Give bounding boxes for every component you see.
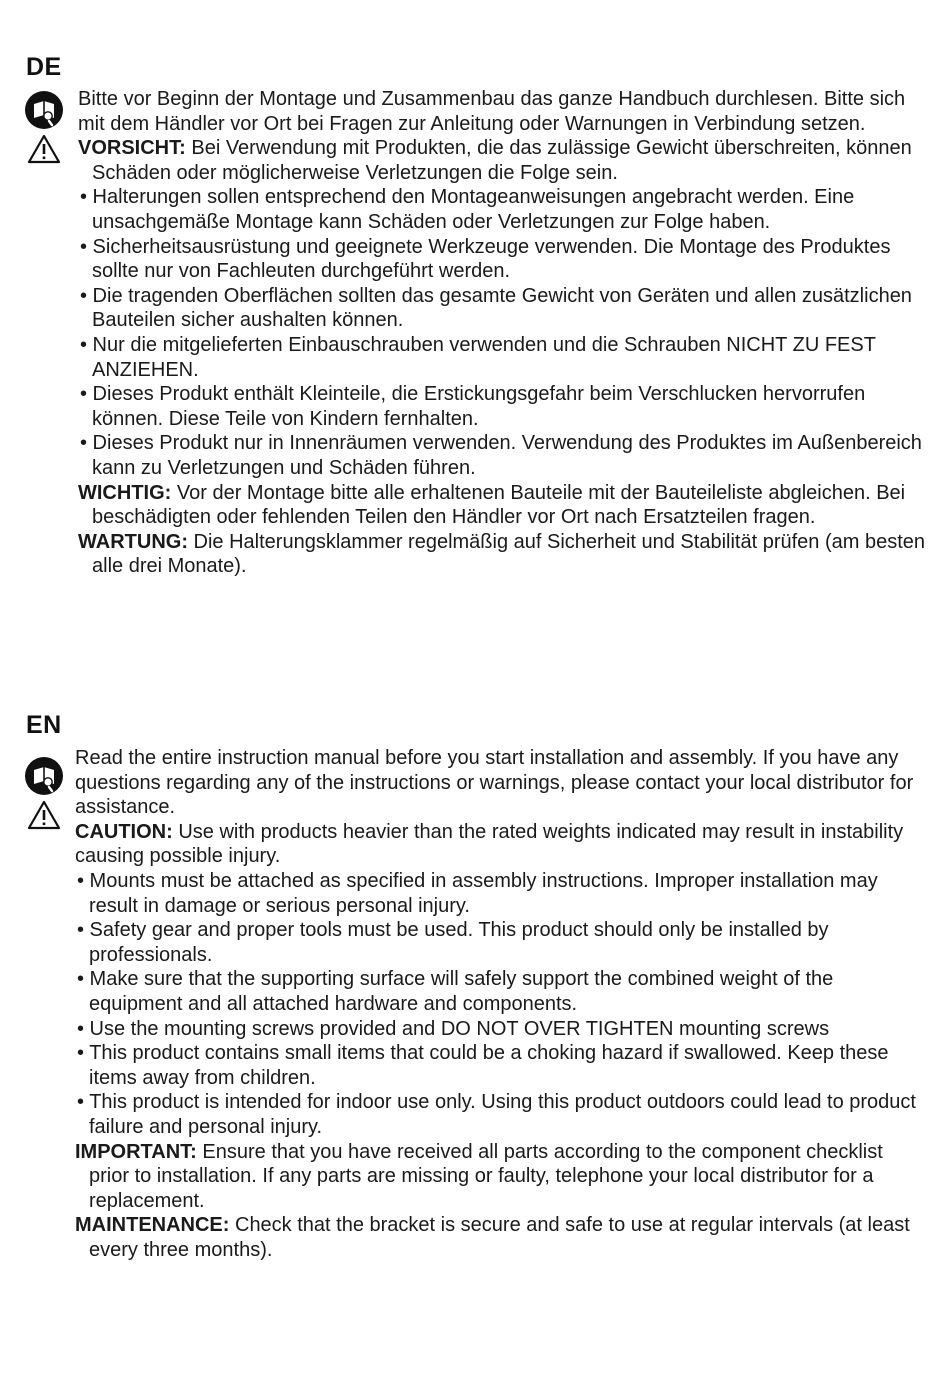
warning-icon xyxy=(27,134,61,164)
bullet-item-en: • Use the mounting screws provided and DO NOT OVER TIGHTEN mounting screws xyxy=(77,1017,830,1040)
important-en xyxy=(75,1140,926,1214)
bullet-item-de: • Die tragenden Oberflächen sollten das gesamte Gewicht von Geräten und allen zusätzlichen Bauteilen sicher aushalten können. xyxy=(80,284,912,332)
intro-text-en: Read the entire instruction manual before you start installation and assembly. If you have any questions regarding any of the instructions or warnings, please contact your local distributor for assistance. xyxy=(75,747,914,819)
bullet-item-en: • This product contains small items that could be a choking hazard if swallowed. Keep these items away from children. xyxy=(77,1042,889,1089)
maintenance-en xyxy=(75,1213,926,1262)
bullet-item-en: • Make sure that the supporting surface will safely support the combined weight of the equipment and all attached hardware and components. xyxy=(77,968,834,1015)
bullet-item-en: • This product is intended for indoor use only. Using this product outdoors could lead to product failure and personal injury. xyxy=(77,1091,916,1138)
bullet-item-de: • Sicherheitsausrüstung und geeignete Werkzeuge verwenden. Die Montage des Produktes sollte nur von Fachleuten durchgeführt werden. xyxy=(80,235,891,283)
bullet-item-de: • Halterungen sollen entsprechend den Montageanweisungen angebracht werden. Eine unsachgemäße Montage kann Schäden oder Verletzungen zur Folge haben. xyxy=(80,186,855,233)
bullet-item-de: • Dieses Produkt enthält Kleinteile, die Erstickungsgefahr beim Verschlucken hervorrufen können. Diese Teile von Kindern fernhalten. xyxy=(80,383,866,430)
important-label-de: WICHTIG: xyxy=(78,481,172,504)
maintenance-text-de: Die Halterungsklammer regelmäßig auf Sicherheit und Stabilität prüfen (am besten alle drei Monate). xyxy=(92,530,926,578)
maintenance-label-de: WARTUNG: xyxy=(78,530,188,553)
read-manual-icon xyxy=(24,90,64,130)
caution-text-en: Use with products heavier than the rated weights indicated may result in instability causing possible injury. xyxy=(75,820,904,868)
instructions-en xyxy=(75,746,926,1262)
important-de xyxy=(78,481,926,530)
maintenance-label-en: MAINTENANCE: xyxy=(75,1214,230,1237)
maintenance-de xyxy=(78,530,926,579)
instructions-de xyxy=(78,87,926,579)
language-heading-en: EN xyxy=(26,711,62,739)
safety-icons-de xyxy=(24,90,68,164)
important-text-de: Vor der Montage bitte alle erhaltenen Bauteile mit der Bauteileliste abgleichen. Bei beschädigten oder fehlenden Teilen den Händler vor Ort nach Ersatzteilen fragen. xyxy=(92,481,906,529)
caution-en xyxy=(75,820,926,869)
caution-de xyxy=(78,136,926,185)
caution-text-de: Bei Verwendung mit Produkten, die das zulässige Gewicht überschreiten, können Schäden oder möglicherweise Verletzungen die Folge sein. xyxy=(92,137,912,184)
bullet-item-de: • Dieses Produkt nur in Innenräumen verwenden. Verwendung des Produktes im Außenbereich kann zu Verletzungen und Schäden führen. xyxy=(80,432,922,479)
maintenance-text-en: Check that the bracket is secure and safe to use at regular intervals (at least every three months). xyxy=(89,1214,910,1261)
intro-text-de: Bitte vor Beginn der Montage und Zusammenbau das ganze Handbuch durchlesen. Bitte sich mit dem Händler vor Ort bei Fragen zur Anleitung oder Warnungen in Verbindung setzen. xyxy=(78,88,906,135)
important-text-en: Ensure that you have received all parts according to the component checklist prior to installation. If any parts are missing or faulty, telephone your local distributor for a replacement. xyxy=(89,1140,883,1212)
read-manual-icon xyxy=(24,756,64,796)
language-heading-de: DE xyxy=(26,53,62,81)
bullet-item-en: • Safety gear and proper tools must be used. This product should only be installed by professionals. xyxy=(77,919,829,966)
safety-icons-en xyxy=(24,756,68,830)
caution-label-en: CAUTION: xyxy=(75,820,173,843)
important-label-en: IMPORTANT: xyxy=(75,1140,197,1163)
bullet-item-en: • Mounts must be attached as specified in assembly instructions. Improper installation may result in damage or serious personal injury. xyxy=(77,869,878,917)
warning-icon xyxy=(27,800,61,830)
caution-label-de: VORSICHT: xyxy=(78,137,186,160)
bullet-item-de: • Nur die mitgelieferten Einbauschrauben verwenden und die Schrauben NICHT ZU FEST ANZIEHEN. xyxy=(80,333,876,381)
